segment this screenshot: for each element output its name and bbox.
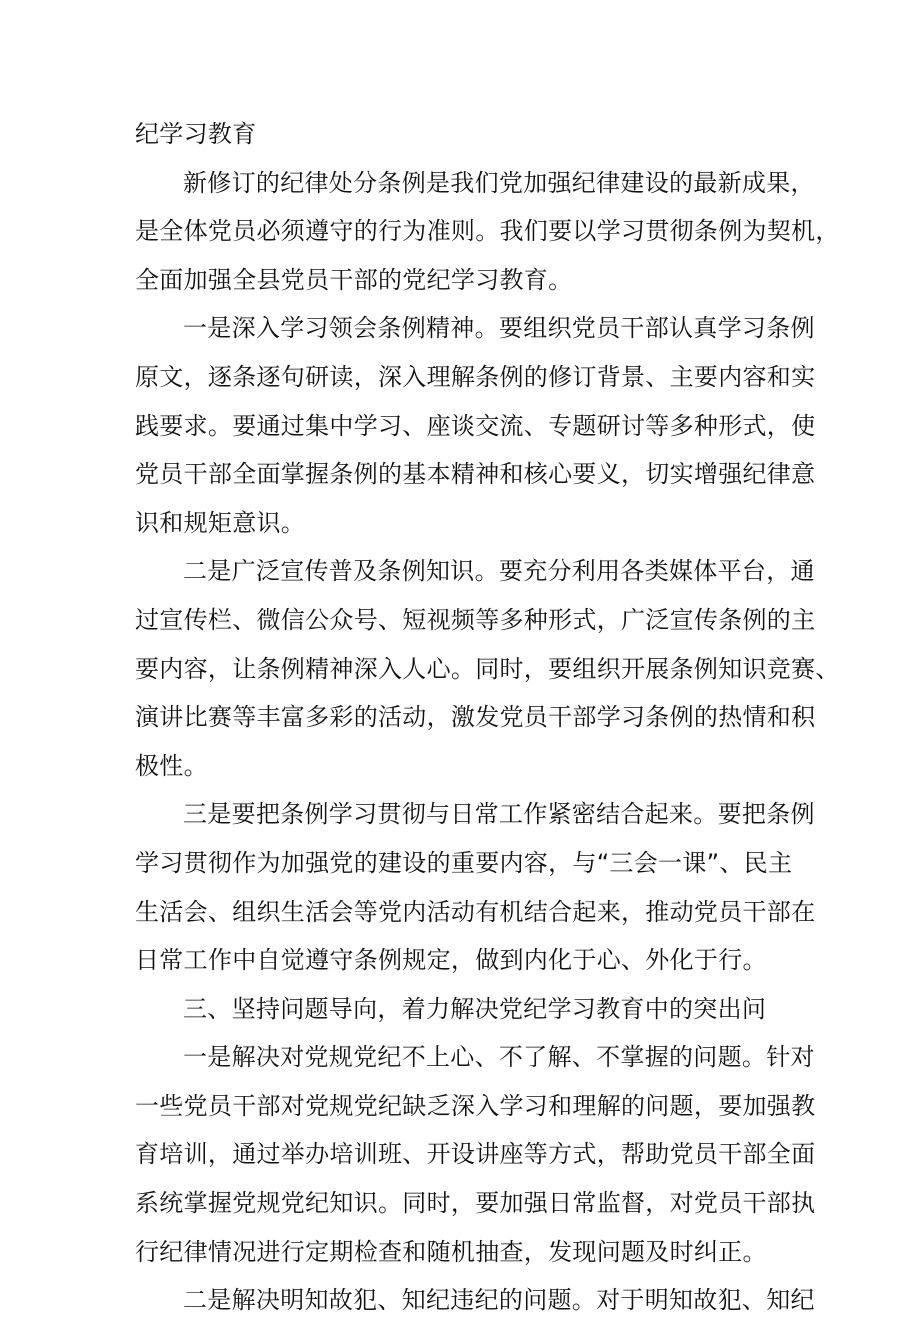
text-line: 学习贯彻作为加强党的建设的重要内容，与“三会一课”、民主 (135, 848, 793, 877)
text-line: 育培训，通过举办培训班、开设讲座等方式，帮助党员干部全面 (135, 1140, 816, 1169)
text-line: 践要求。要通过集中学习、座谈交流、专题研讨等多种形式，使 (135, 411, 816, 440)
document-body (135, 110, 840, 1325)
text-line: 一是解决对党规党纪不上心、不了解、不掌握的问题。针对 (183, 1043, 815, 1072)
text-line: 行纪律情况进行定期检查和随机抽查，发现问题及时纠正。 (135, 1237, 767, 1266)
text-line: 二是解决明知故犯、知纪违纪的问题。对于明知故犯、知纪 (183, 1286, 815, 1315)
text-line: 系统掌握党规党纪知识。同时，要加强日常监督，对党员干部执 (135, 1189, 816, 1218)
text-line: 纪学习教育 (135, 120, 257, 148)
text-line: 全面加强全县党员干部的党纪学习教育。 (135, 265, 573, 294)
text-line: 生活会、组织生活会等党内活动有机结合起来，推动党员干部在 (135, 897, 816, 926)
text-line: 演讲比赛等丰富多彩的活动，激发党员干部学习条例的热情和积 (135, 703, 816, 732)
text-line: 极性。 (135, 751, 208, 780)
text-line: 党员干部全面掌握条例的基本精神和核心要义，切实增强纪律意 (135, 460, 816, 489)
text-line: 新修订的纪律处分条例是我们党加强纪律建设的最新成果， (183, 168, 815, 197)
text-line: 原文，逐条逐句研读，深入理解条例的修订背景、主要内容和实 (135, 362, 816, 391)
text-line: 识和规矩意识。 (135, 508, 306, 537)
text-line: 一是深入学习领会条例精神。要组织党员干部认真学习条例 (183, 314, 815, 343)
text-line: 三是要把条例学习贯彻与日常工作紧密结合起来。要把条例 (183, 800, 815, 829)
text-line: 要内容，让条例精神深入人心。同时，要组织开展条例知识竞赛、 (135, 654, 840, 683)
text-line: 二是广泛宣传普及条例知识。要充分利用各类媒体平台，通 (183, 557, 815, 586)
text-line: 三、坚持问题导向，着力解决党纪学习教育中的突出问 (183, 994, 767, 1023)
text-line: 是全体党员必须遵守的行为准则。我们要以学习贯彻条例为契机， (135, 217, 840, 246)
text-line: 一些党员干部对党规党纪缺乏深入学习和理解的问题，要加强教 (135, 1091, 816, 1120)
text-line: 日常工作中自觉遵守条例规定，做到内化于心、外化于行。 (135, 946, 767, 975)
text-line: 过宣传栏、微信公众号、短视频等多种形式，广泛宣传条例的主 (135, 605, 816, 634)
